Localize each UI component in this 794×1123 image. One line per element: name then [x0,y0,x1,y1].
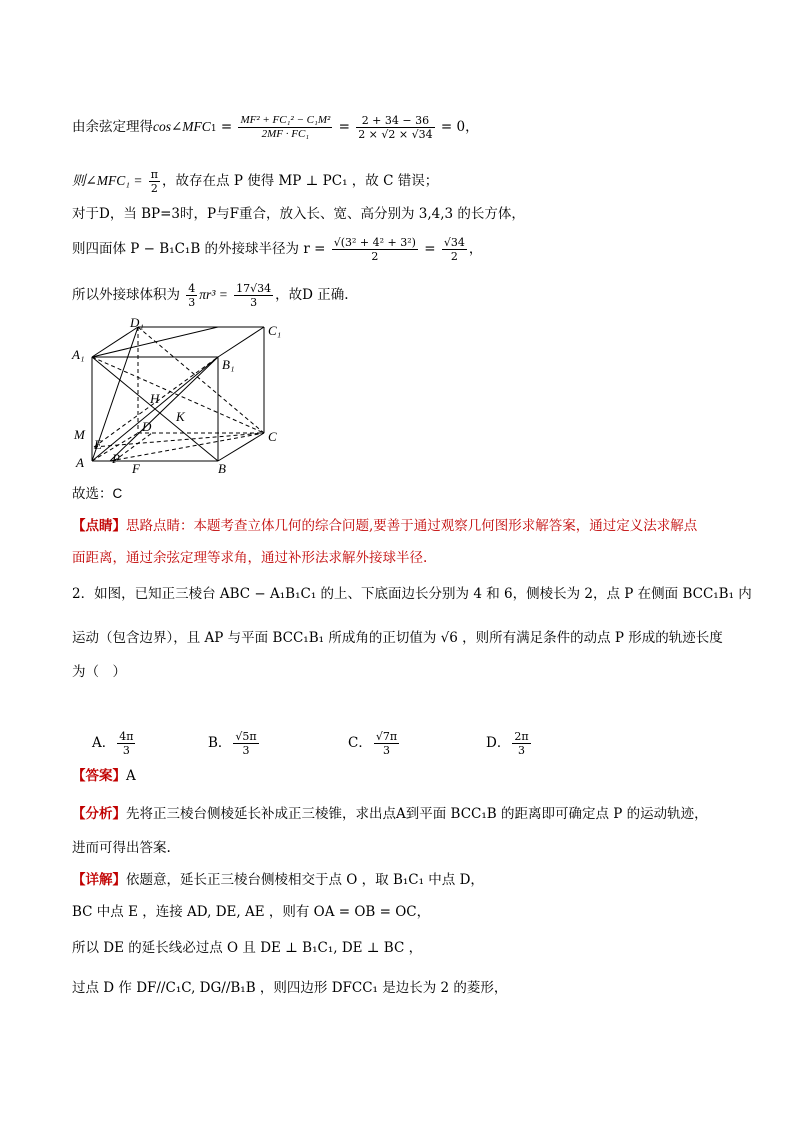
fraction [117,730,135,757]
fraction [332,236,418,263]
tip-line-1 [72,516,697,536]
text: 由余弦定理得 [72,119,153,135]
math: 则∠MFC₁ = [72,173,143,188]
numerator: 17√34 [236,282,272,295]
text: ， [468,241,483,257]
tag: 【答案】 [72,768,126,784]
fraction [512,730,530,757]
fraction [442,236,467,263]
option-key: D． [486,735,511,751]
text: 所以外接球体积为 [72,287,180,303]
option-c[interactable] [348,730,401,757]
case-d-line: 对于D，当 BP=3时，P与F重合，放入长、宽、高分别为 3,4,3 的长方体， [72,206,525,222]
text: 依题意，延长正三棱台侧棱相交于点 O ，取 B₁C₁ 中点 D， [126,872,484,888]
label-c1: C₁ [268,323,282,338]
question-line-3: 为（ ） [72,664,126,680]
numerator: √7π [375,730,398,743]
fraction [356,114,434,141]
choice-line: 故选：C [72,486,123,501]
label-h: H [150,391,160,406]
text: = 0， [440,119,479,135]
option-key: C． [348,735,372,751]
fraction [374,730,399,757]
answer-line [72,766,136,786]
numerator: 2π [514,730,529,743]
fraction [238,114,332,141]
denominator: 3 [242,744,250,757]
fraction [234,282,273,309]
denominator: 3 [382,744,390,757]
label-e: E [94,437,102,452]
label-p: P [112,451,120,466]
option-d[interactable] [486,730,533,757]
text: ，故D 正确. [275,287,349,303]
fraction [149,168,160,195]
numerator: 4π [119,730,134,743]
denominator: 3 [122,744,130,757]
denominator: 2 [371,250,379,263]
option-key: B． [208,735,232,751]
numerator: √5π [235,730,257,743]
detail-line-3: 所以 DE 的延长线必过点 O 且 DE ⊥ B₁C₁, DE ⊥ BC ， [72,940,423,956]
numerator: π [150,168,159,181]
text: 思路点睛：本题考查立体几何的综合问题,要善于通过观察几何图形求解答案，通过定义法求解点 [126,518,698,534]
analysis-line-2: 进而可得出答案. [72,840,171,856]
question-line-2: 运动（包含边界），且 AP 与平面 BCC₁B₁ 所成角的正切值为 √6 ，则所有满足条件的动点 P 形成的轨迹长度 [72,630,723,646]
analysis-line-1 [72,804,708,824]
label-f: F [132,461,140,476]
label-c: C [268,429,277,444]
text: 先将正三棱台侧棱延长补成正三棱锥，求出点A到平面 BCC₁B 的距离即可确定点 P 的运动轨迹， [126,806,708,822]
tip-line-2: 面距离，通过余弦定理等求角，通过补形法求解外接球半径. [72,550,428,566]
option-b[interactable] [208,730,261,757]
label-b: B [218,461,226,476]
fraction [233,730,258,757]
tag: 【详解】 [72,872,126,888]
label-k: K [176,409,185,424]
label-b1: B₁ [222,357,235,372]
detail-line-4: 过点 D 作 DF//C₁C, DG//B₁B ，则四边形 DFCC₁ 是边长为 2 的菱形， [72,980,508,996]
label-a: A [76,455,84,470]
label-a1: A₁ [72,347,85,362]
label-d1: D₁ [130,315,144,330]
label-d: D [142,419,152,434]
numerator: MF² + FC₁² − C₁M² [240,114,331,126]
numerator: √34 [443,236,465,249]
math: 1 [210,124,217,134]
tag: 【点睛】 [72,518,126,534]
angle-line [72,168,438,195]
math: cos∠MFC [153,119,211,134]
denominator: 2 × √2 × √34 [358,128,433,141]
denominator: 3 [188,296,196,309]
text: = [424,241,436,257]
math: πr³ = [199,287,228,302]
numerator: 2 + 34 − 36 [356,114,434,128]
denominator: 3 [250,296,258,309]
label-m: M [74,427,85,442]
cosine-law-line: 由余弦定理得cos∠MFC1 = $\frac{\text{MF² + FC₁² − C₁M²}}{\text{2MF · FC₁}}$ = $\frac{2 + 34 - 36}{2 \times √2 \times √34}$ = 0， [72,114,479,141]
cuboid-figure [70,315,290,480]
numerator: √(3² + 4² + 3²) [333,236,416,249]
option-a[interactable] [92,730,137,757]
text: ，故存在点 P 使得 MP ⊥ PC₁ ，故 C 错误； [162,173,439,189]
denominator: 2MF · FC₁ [261,128,310,140]
radius-line [72,236,482,263]
option-key: A． [92,735,116,751]
question-line-1: 2．如图，已知正三棱台 ABC − A₁B₁C₁ 的上、下底面边长分别为 4 和 6，侧棱长为 2，点 P 在侧面 BCC₁B₁ 内 [72,586,752,602]
denominator: 2 [150,182,158,195]
text: 则四面体 P − B₁C₁B 的外接球半径为 r = [72,241,326,257]
fraction [186,282,197,309]
tag: 【分析】 [72,806,126,822]
denominator: 3 [517,744,525,757]
denominator: 2 [450,250,458,263]
volume-line [72,282,349,309]
answer-value: A [126,768,136,784]
numerator: 4 [188,282,196,295]
detail-line-1 [72,870,484,890]
detail-line-2: BC 中点 E ，连接 AD, DE, AE ，则有 OA = OB = OC， [72,904,431,920]
